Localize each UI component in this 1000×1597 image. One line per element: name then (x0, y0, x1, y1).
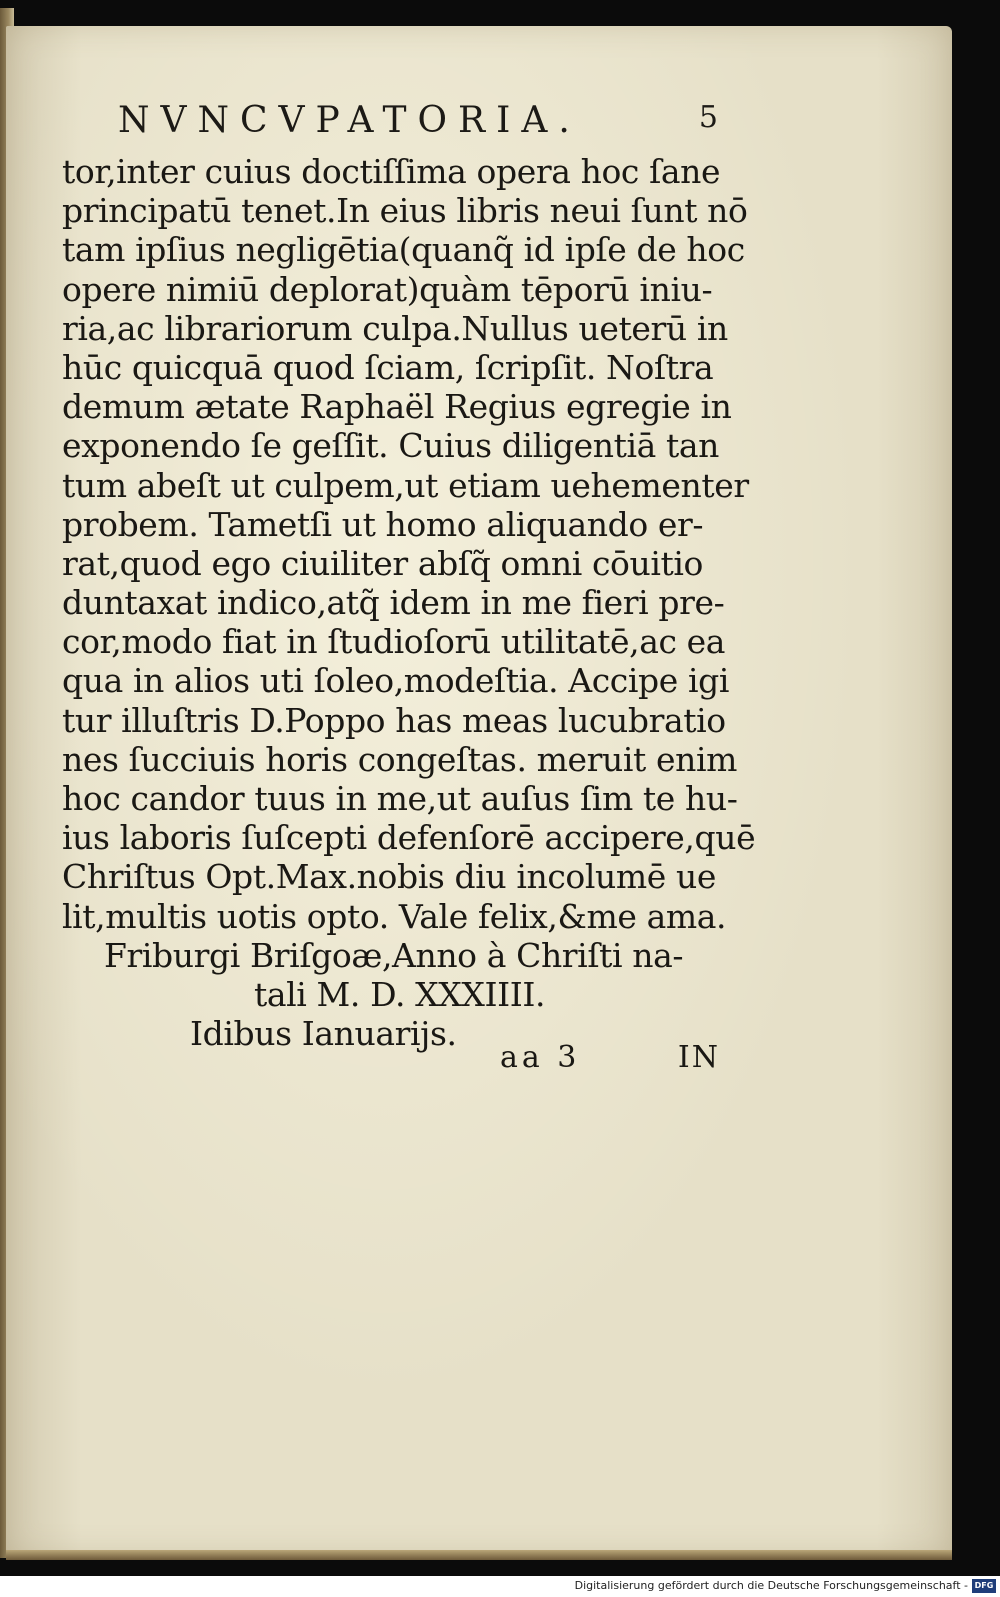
page-header (118, 100, 718, 144)
text-line: cor,modo fiat in ſtudioſorū utilitatē,ac ea (62, 622, 726, 662)
text-line: tur illuſtris D.Poppo has meas lucubratio (62, 700, 726, 740)
text-line: ria,ac librariorum culpa.Nullus ueterū in (62, 308, 728, 348)
text-line: lit,multis uotis opto. Vale felix,&me ama. (62, 896, 727, 936)
funding-credit: Digitalisierung gefördert durch die Deutsche Forschungsgemeinschaft - (574, 1579, 968, 1592)
text-line: opere nimiū deplorat)quàm tēporū iniu- (62, 269, 713, 309)
digitization-footer (0, 1576, 1000, 1597)
text-line: duntaxat indico,atq̃ idem in me fieri pre- (62, 583, 725, 623)
dateline-day: Idibus Ianuarijs. (190, 1014, 457, 1054)
folio-number: 5 (698, 100, 718, 135)
text-line: demum ætate Raphaël Regius egregie in (62, 387, 732, 427)
dfg-logo-icon: DFG (972, 1579, 996, 1593)
signature-mark: aa 3 (500, 1040, 581, 1075)
dateline-year: tali M. D. XXXIIII. (254, 974, 546, 1014)
catchword: IN (677, 1040, 720, 1075)
text-line: tor,inter cuius doctiſſima opera hoc ſane (62, 152, 721, 191)
body-text (62, 152, 756, 1054)
running-head: NVNCVPATORIA. (118, 100, 581, 141)
dateline-place: Friburgi Briſgoæ,Anno à Chriſti na- (104, 935, 684, 975)
page-bottom-edge (6, 1550, 952, 1560)
text-line: qua in alios uti ſoleo,modeſtia. Accipe igi (62, 661, 730, 701)
text-line: nes ſucciuis horis congeſtas. meruit enim (62, 739, 738, 779)
text-line: probem. Tametſi ut homo aliquando er- (62, 504, 704, 544)
text-line: ius laboris ſuſcepti defenſorē accipere,quē (62, 818, 756, 858)
text-line: rat,quod ego ciuiliter abſq̃ omni cōuitio (62, 543, 704, 583)
text-line: exponendo ſe geſſit. Cuius diligentiā tan (62, 426, 719, 466)
text-line: hūc quicquā quod ſciam, ſcripſit. Noſtra (62, 347, 714, 387)
text-line: Chriſtus Opt.Max.nobis diu incolumē ue (62, 857, 716, 897)
text-line: tum abeſt ut culpem,ut etiam uehementer (62, 465, 749, 505)
text-line: tam ipſius negligētia(quanq̃ id ipſe de hoc (62, 230, 745, 270)
text-line: hoc candor tuus in me,ut auſus ſim te hu- (62, 779, 738, 818)
page-signature (500, 1040, 720, 1080)
text-line: principatū tenet.In eius libris neui ſunt nō (62, 191, 748, 231)
